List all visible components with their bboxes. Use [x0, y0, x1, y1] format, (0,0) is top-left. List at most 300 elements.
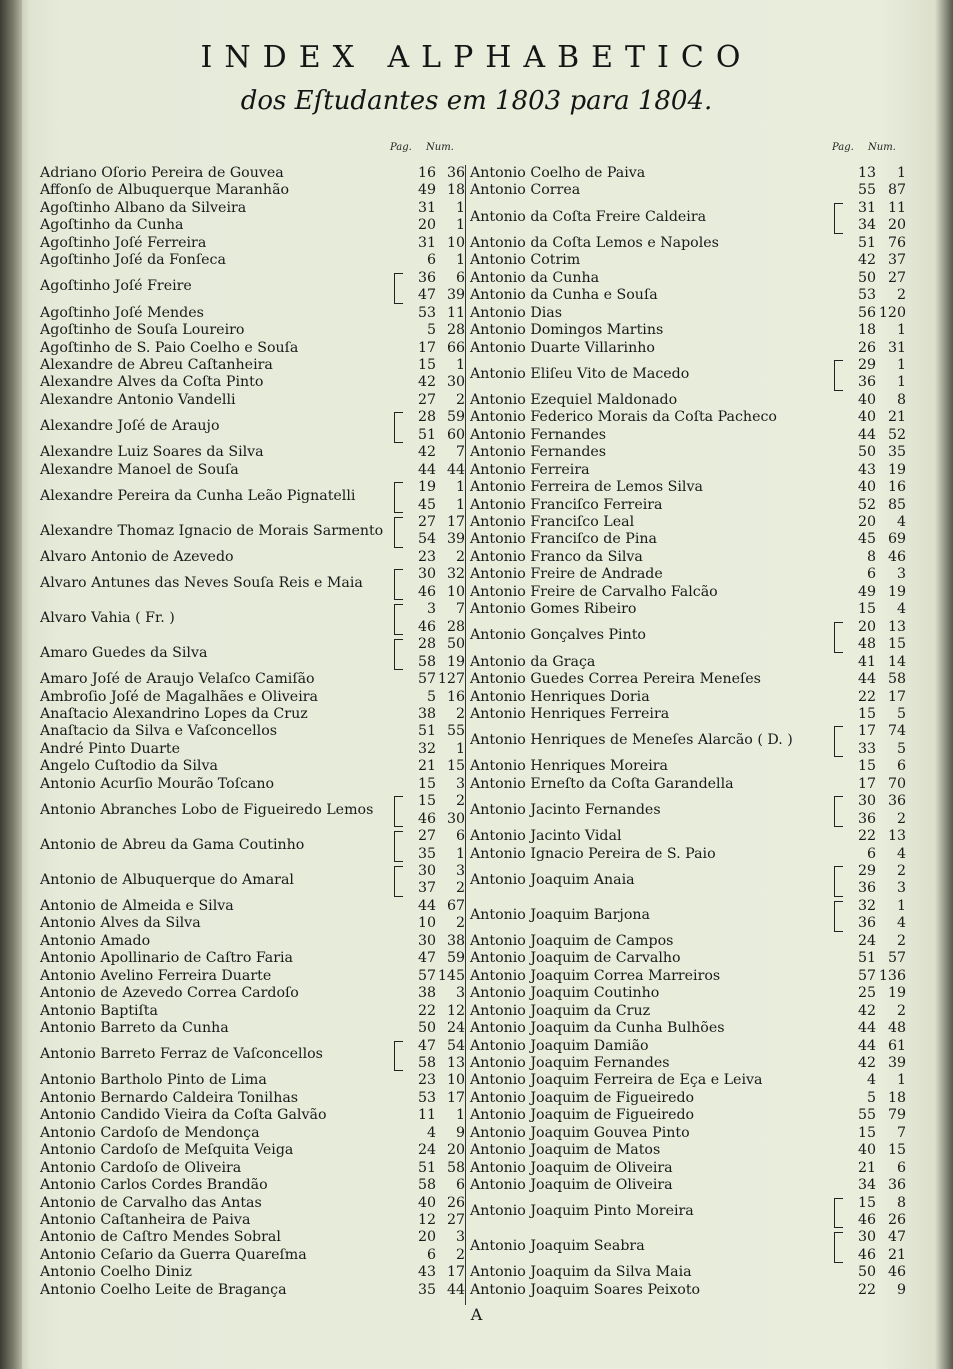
index-entry — [40, 1142, 465, 1159]
student-name: Anaſtacio da Silva e Vaſconcellos — [40, 723, 278, 740]
bracket-mark — [834, 203, 843, 234]
index-entry — [470, 1160, 910, 1177]
bracket-mark — [394, 796, 403, 827]
student-number: 58 — [887, 671, 906, 688]
student-number: 59 — [446, 409, 465, 426]
index-entry — [40, 1003, 465, 1020]
page-number: 55 — [857, 1107, 876, 1124]
student-number: 55 — [446, 723, 465, 740]
student-name: Amaro Joſé de Araujo Velaſco Camiſão — [40, 671, 315, 688]
student-number: 5 — [896, 705, 906, 722]
student-number: 54 — [446, 1037, 465, 1054]
student-number: 7 — [455, 601, 465, 618]
page-number: 40 — [417, 1194, 436, 1211]
student-number: 18 — [887, 1089, 906, 1106]
index-entry — [40, 776, 465, 793]
page-number: 15 — [417, 775, 436, 792]
student-number: 1 — [455, 252, 465, 269]
student-name: Amaro Guedes da Silva — [40, 644, 208, 661]
student-number: 28 — [446, 618, 465, 635]
page-number: 30 — [857, 1229, 876, 1246]
index-entry — [470, 898, 910, 933]
student-number: 52 — [887, 426, 906, 443]
student-name: Antonio Carlos Cordes Brandão — [40, 1177, 268, 1194]
left-column — [40, 165, 465, 1310]
student-number: 50 — [446, 636, 465, 653]
page-number: 35 — [417, 845, 436, 862]
page-number: 51 — [417, 723, 436, 740]
student-name: Antonio Baptiſta — [40, 1002, 158, 1019]
index-entry — [40, 1247, 465, 1264]
student-name: Antonio Joaquim de Oliveira — [470, 1159, 673, 1176]
student-number: 1 — [455, 199, 465, 216]
student-number: 2 — [455, 705, 465, 722]
index-entry — [470, 776, 910, 793]
page-number: 20 — [857, 618, 876, 635]
student-name: Antonio Cotrim — [470, 252, 581, 269]
page-number: 10 — [417, 915, 436, 932]
index-entry — [470, 950, 910, 967]
student-number: 74 — [887, 723, 906, 740]
student-name: Antonio Joaquim de Figueiredo — [470, 1089, 695, 1106]
page-number: 30 — [857, 793, 876, 810]
student-number: 3 — [455, 775, 465, 792]
page-number: 32 — [857, 897, 876, 914]
page-number: 51 — [417, 426, 436, 443]
student-number: 3 — [896, 566, 906, 583]
index-entry — [470, 497, 910, 514]
page-number: 44 — [417, 897, 436, 914]
page-number: 15 — [857, 1124, 876, 1141]
student-name: Agoſtinho da Cunha — [40, 217, 184, 234]
page-number: 23 — [417, 1072, 436, 1089]
index-entry — [40, 1020, 465, 1037]
student-number: 69 — [887, 531, 906, 548]
student-number: 5 — [896, 740, 906, 757]
student-name: Antonio Joaquim Damião — [470, 1037, 649, 1054]
bracket-mark — [834, 901, 843, 932]
index-entry — [470, 1229, 910, 1264]
page-number: 46 — [417, 618, 436, 635]
page-number: 34 — [857, 217, 876, 234]
student-number: 7 — [455, 444, 465, 461]
index-entry — [470, 1003, 910, 1020]
student-name: Antonio Coelho de Paiva — [470, 165, 646, 181]
student-number: 2 — [896, 932, 906, 949]
student-name: Agoſtinho Joſé da Fonſeca — [40, 252, 226, 269]
student-number: 2 — [896, 810, 906, 827]
page-number: 6 — [426, 1246, 436, 1263]
student-name: Antonio Joaquim Anaia — [470, 871, 635, 888]
student-number: 1 — [455, 845, 465, 862]
column-divider — [465, 165, 466, 1305]
right-num-header: Num. — [868, 142, 896, 153]
student-number: 14 — [887, 653, 906, 670]
student-name: Antonio Cardoſo de Meſquita Veiga — [40, 1142, 294, 1159]
page-number: 42 — [857, 252, 876, 269]
page-number: 53 — [417, 1089, 436, 1106]
right-column — [470, 165, 910, 1310]
index-entry — [470, 287, 910, 304]
page-number: 23 — [417, 548, 436, 565]
student-name: Antonio Bernardo Caldeira Tonilhas — [40, 1089, 299, 1106]
student-name: Antonio Erneſto da Coſta Garandella — [470, 775, 734, 792]
index-entry — [470, 340, 910, 357]
student-number: 10 — [446, 234, 465, 251]
student-number: 31 — [887, 339, 906, 356]
student-name: Antonio Henriques de Meneſes Alarcão ( D. ) — [470, 732, 793, 749]
page-number: 37 — [417, 880, 436, 897]
index-entry — [470, 601, 910, 618]
index-entry — [40, 758, 465, 775]
index-entry — [470, 444, 910, 461]
page-number: 44 — [857, 1037, 876, 1054]
student-name: Antonio da Cunha e Souſa — [470, 287, 658, 304]
student-number: 3 — [455, 1229, 465, 1246]
index-entry — [40, 566, 465, 601]
page-number: 57 — [857, 967, 876, 984]
student-name: Adriano Oſorio Pereira de Gouvea — [40, 165, 284, 181]
index-entry — [470, 654, 910, 671]
student-name: Antonio Domingos Martins — [470, 322, 664, 339]
index-entry — [40, 689, 465, 706]
page-number: 5 — [426, 688, 436, 705]
index-entry — [470, 427, 910, 444]
student-number: 1 — [896, 356, 906, 373]
student-number: 37 — [887, 252, 906, 269]
student-number: 79 — [887, 1107, 906, 1124]
index-entry — [470, 793, 910, 828]
student-number: 61 — [887, 1037, 906, 1054]
student-name: Antonio Franco da Silva — [470, 548, 643, 565]
index-entry — [470, 828, 910, 845]
student-number: 2 — [896, 287, 906, 304]
page-number: 42 — [417, 374, 436, 391]
student-number: 24 — [446, 1020, 465, 1037]
student-number: 19 — [887, 985, 906, 1002]
page-number: 51 — [857, 234, 876, 251]
index-entry — [470, 1038, 910, 1055]
index-entry — [40, 305, 465, 322]
student-name: Antonio Abranches Lobo de Figueiredo Lemos — [40, 801, 374, 818]
page-number: 58 — [417, 1177, 436, 1194]
page-number: 49 — [857, 583, 876, 600]
index-entry — [40, 636, 465, 671]
student-number: 36 — [446, 165, 465, 181]
index-entry — [470, 985, 910, 1002]
student-number: 15 — [446, 758, 465, 775]
student-name: Agoſtinho Joſé Freire — [40, 278, 192, 295]
bracket-mark — [394, 412, 403, 443]
student-name: André Pinto Duarte — [40, 740, 180, 757]
page-title: INDEX ALPHABETICO — [200, 40, 753, 75]
page-number: 55 — [857, 182, 876, 199]
student-name: Antonio Franciſco Leal — [470, 514, 635, 530]
index-entry — [40, 1038, 465, 1073]
page-number: 43 — [417, 1264, 436, 1281]
student-number: 36 — [887, 1177, 906, 1194]
student-number: 26 — [887, 1211, 906, 1228]
student-number: 12 — [446, 1002, 465, 1019]
bracket-mark — [394, 604, 403, 635]
student-name: Antonio Dias — [470, 304, 563, 321]
student-number: 145 — [437, 967, 465, 984]
student-number: 127 — [437, 671, 465, 688]
student-name: Antonio Ferreira — [470, 461, 590, 478]
index-entry — [470, 1090, 910, 1107]
student-number: 2 — [896, 1002, 906, 1019]
index-entry — [40, 340, 465, 357]
student-name: Antonio Cardoſo de Mendonça — [40, 1124, 260, 1141]
page-number: 15 — [417, 793, 436, 810]
student-name: Alexandre Pereira da Cunha Leão Pignatelli — [40, 487, 356, 504]
student-name: Agoſtinho de Souſa Loureiro — [40, 322, 245, 339]
bracket-mark — [394, 482, 403, 513]
student-number: 17 — [887, 688, 906, 705]
student-name: Antonio Barreto da Cunha — [40, 1020, 229, 1037]
student-number: 1 — [455, 1107, 465, 1124]
index-entry — [40, 1212, 465, 1229]
student-name: Antonio Joaquim Pinto Moreira — [470, 1203, 694, 1220]
student-name: Antonio Joaquim Gouvea Pinto — [470, 1124, 690, 1141]
student-number: 67 — [446, 897, 465, 914]
index-entry — [40, 217, 465, 234]
student-name: Antonio Cardoſo de Oliveira — [40, 1159, 242, 1176]
student-number: 6 — [896, 1159, 906, 1176]
index-entry — [40, 1264, 465, 1281]
student-name: Antonio Joaquim Fernandes — [470, 1054, 670, 1071]
student-name: Antonio Joaquim Seabra — [470, 1238, 645, 1255]
student-name: Antonio Ferreira de Lemos Silva — [470, 479, 703, 496]
student-number: 35 — [887, 444, 906, 461]
page-number: 40 — [857, 1142, 876, 1159]
student-number: 6 — [896, 758, 906, 775]
page-number: 38 — [417, 985, 436, 1002]
page-number: 27 — [417, 514, 436, 530]
student-number: 60 — [446, 426, 465, 443]
student-number: 15 — [887, 636, 906, 653]
page-number: 27 — [417, 828, 436, 845]
index-entry — [40, 1160, 465, 1177]
page-number: 21 — [857, 1159, 876, 1176]
page-number: 15 — [857, 1194, 876, 1211]
student-name: Antonio da Graça — [470, 653, 596, 670]
page-number: 36 — [857, 810, 876, 827]
student-number: 17 — [446, 1264, 465, 1281]
student-name: Antonio Bartholo Pinto de Lima — [40, 1072, 267, 1089]
index-entry — [40, 1229, 465, 1246]
page-number: 46 — [857, 1246, 876, 1263]
page-number: 50 — [857, 269, 876, 286]
student-name: Antonio Joaquim de Carvalho — [470, 950, 681, 967]
index-entry — [40, 985, 465, 1002]
index-entry — [40, 1072, 465, 1089]
index-entry — [470, 182, 910, 199]
student-number: 1 — [896, 374, 906, 391]
student-number: 9 — [896, 1281, 906, 1298]
student-number: 2 — [455, 915, 465, 932]
student-name: Antonio da Coſta Freire Caldeira — [470, 208, 707, 225]
student-number: 2 — [455, 391, 465, 408]
signature-mark: A — [470, 1305, 483, 1324]
page-number: 13 — [857, 165, 876, 181]
right-pag-header: Pag. — [832, 142, 854, 153]
page-number: 24 — [417, 1142, 436, 1159]
page-number: 34 — [857, 1177, 876, 1194]
page-number: 28 — [417, 409, 436, 426]
index-entry — [40, 444, 465, 461]
student-name: Anaſtacio Alexandrino Lopes da Cruz — [40, 705, 308, 722]
student-name: Alvaro Antonio de Azevedo — [40, 548, 234, 565]
student-number: 18 — [446, 182, 465, 199]
index-entry — [470, 409, 910, 426]
student-number: 19 — [446, 653, 465, 670]
index-entry — [40, 409, 465, 444]
student-number: 4 — [896, 845, 906, 862]
page-number: 20 — [417, 1229, 436, 1246]
index-entry — [40, 549, 465, 566]
student-number: 39 — [446, 287, 465, 304]
student-number: 38 — [446, 932, 465, 949]
bracket-mark — [834, 796, 843, 827]
student-name: Antonio Ignacio Pereira de S. Paio — [470, 845, 716, 862]
index-entry — [40, 1090, 465, 1107]
page-number: 32 — [417, 740, 436, 757]
student-name: Antonio Avelino Ferreira Duarte — [40, 967, 272, 984]
student-number: 2 — [455, 1246, 465, 1263]
student-number: 2 — [896, 863, 906, 879]
student-number: 10 — [446, 583, 465, 600]
student-number: 30 — [446, 810, 465, 827]
page-number: 50 — [417, 1020, 436, 1037]
index-entry — [470, 252, 910, 269]
student-name: Antonio Freire de Andrade — [470, 566, 663, 583]
page-number: 11 — [417, 1107, 436, 1124]
index-entry — [470, 305, 910, 322]
student-name: Ambroſio Joſé de Magalhães e Oliveira — [40, 688, 318, 705]
student-number: 19 — [887, 461, 906, 478]
index-entry — [470, 235, 910, 252]
student-number: 57 — [887, 950, 906, 967]
index-entry — [470, 514, 910, 531]
index-entry — [470, 1055, 910, 1072]
student-number: 32 — [446, 566, 465, 583]
student-name: Antonio Joaquim Ferreira de Eça e Leiva — [470, 1072, 763, 1089]
student-name: Antonio Amado — [40, 932, 151, 949]
student-number: 28 — [446, 322, 465, 339]
bracket-mark — [394, 569, 403, 600]
page-number: 44 — [857, 426, 876, 443]
student-number: 1 — [896, 1072, 906, 1089]
bracket-mark — [834, 726, 843, 757]
index-entry — [40, 462, 465, 479]
student-number: 1 — [455, 496, 465, 513]
student-name: Antonio Joaquim de Campos — [470, 932, 674, 949]
index-entry — [470, 1020, 910, 1037]
student-number: 136 — [878, 967, 906, 984]
student-name: Antonio Coelho Diniz — [40, 1264, 192, 1281]
index-entry — [40, 200, 465, 217]
index-entry — [40, 374, 465, 391]
student-number: 21 — [887, 409, 906, 426]
index-entry — [470, 531, 910, 548]
student-number: 87 — [887, 182, 906, 199]
student-number: 30 — [446, 374, 465, 391]
student-name: Antonio Henriques Ferreira — [470, 705, 670, 722]
student-number: 6 — [455, 828, 465, 845]
page-number: 42 — [857, 1054, 876, 1071]
page-number: 5 — [426, 322, 436, 339]
student-number: 39 — [887, 1054, 906, 1071]
student-name: Antonio Henriques Doria — [470, 688, 650, 705]
student-name: Antonio de Albuquerque do Amaral — [40, 871, 294, 888]
page-number: 46 — [417, 810, 436, 827]
index-entry — [40, 479, 465, 514]
page-number: 21 — [417, 758, 436, 775]
student-number: 85 — [887, 496, 906, 513]
student-name: Alexandre Manoel de Souſa — [40, 461, 239, 478]
index-entry — [40, 898, 465, 915]
page-number: 15 — [417, 356, 436, 373]
page-number: 26 — [857, 339, 876, 356]
index-entry — [40, 723, 465, 740]
student-name: Antonio Federico Morais da Coſta Pacheco — [470, 409, 777, 426]
index-entry — [40, 165, 465, 182]
index-entry — [40, 950, 465, 967]
index-entry — [470, 933, 910, 950]
student-number: 2 — [455, 880, 465, 897]
page-number: 27 — [417, 391, 436, 408]
student-number: 8 — [896, 1194, 906, 1211]
page-number: 57 — [417, 671, 436, 688]
index-entry — [470, 619, 910, 654]
page-number: 50 — [857, 1264, 876, 1281]
student-name: Antonio da Coſta Lemos e Napoles — [470, 234, 719, 251]
index-entry — [470, 357, 910, 392]
student-name: Antonio Ceſario da Guerra Quareſma — [40, 1246, 307, 1263]
student-number: 1 — [455, 217, 465, 234]
student-name: Antonio Joaquim de Oliveira — [470, 1177, 673, 1194]
page-number: 49 — [417, 182, 436, 199]
index-entry — [40, 863, 465, 898]
page-number: 54 — [417, 531, 436, 548]
index-entry — [40, 601, 465, 636]
student-number: 3 — [455, 985, 465, 1002]
bracket-mark — [834, 866, 843, 897]
page-number: 33 — [857, 740, 876, 757]
page-number: 22 — [857, 1281, 876, 1298]
student-number: 27 — [446, 1212, 465, 1228]
student-name: Angelo Cuſtodio da Silva — [40, 758, 218, 775]
page-number: 41 — [857, 653, 876, 670]
page-number: 50 — [857, 444, 876, 461]
student-name: Antonio Candido Vieira da Coſta Galvão — [40, 1107, 327, 1124]
page-number: 53 — [417, 304, 436, 321]
page-number: 22 — [857, 688, 876, 705]
page-number: 51 — [857, 950, 876, 967]
page-number: 4 — [866, 1072, 876, 1089]
student-name: Antonio Fernandes — [470, 426, 607, 443]
student-number: 26 — [446, 1194, 465, 1211]
student-name: Antonio de Caſtro Mendes Sobral — [40, 1229, 281, 1246]
student-name: Antonio Ezequiel Maldonado — [470, 391, 678, 408]
page-number: 38 — [417, 705, 436, 722]
index-entry — [40, 235, 465, 252]
page-number: 47 — [417, 287, 436, 304]
index-entry — [470, 200, 910, 235]
index-entry — [470, 392, 910, 409]
page-number: 36 — [417, 269, 436, 286]
